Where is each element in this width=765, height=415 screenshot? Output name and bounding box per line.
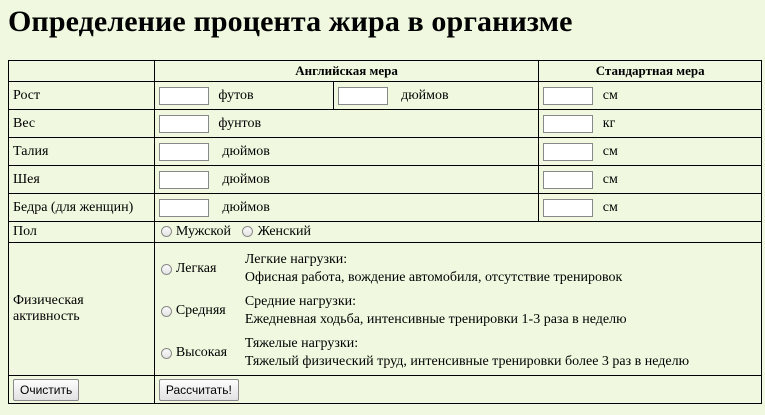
calculate-button[interactable]: Рассчитать! — [159, 379, 239, 401]
row-weight — [9, 110, 762, 138]
activity-high-radio[interactable] — [161, 348, 172, 359]
row-neck — [9, 166, 762, 194]
row-label: Шея — [9, 166, 155, 194]
row-label: Бедра (для женщин) — [9, 194, 155, 222]
activity-option-high — [159, 335, 757, 371]
gender-female-radio[interactable] — [242, 226, 253, 237]
unit-label: фунтов — [218, 115, 262, 131]
unit-label: см — [602, 171, 618, 187]
weight-kg-input[interactable] — [543, 115, 593, 133]
activity-light-label[interactable]: Легкая — [175, 261, 217, 276]
unit-label: дюймов — [222, 199, 270, 215]
unit-label: футов — [218, 87, 254, 103]
page-title: Определение процента жира в организме — [8, 5, 573, 38]
row-hips — [9, 194, 762, 222]
neck-cm-input[interactable] — [543, 171, 593, 189]
row-label: Вес — [9, 110, 155, 138]
activity-option-medium — [159, 293, 757, 329]
unit-label: дюймов — [401, 87, 449, 103]
height-inches-input[interactable] — [338, 87, 388, 105]
clear-button[interactable]: Очистить — [13, 379, 79, 401]
waist-cm-input[interactable] — [543, 143, 593, 161]
unit-label: дюймов — [222, 143, 270, 159]
row-buttons — [9, 376, 762, 404]
unit-label: дюймов — [222, 171, 270, 187]
row-height — [9, 82, 762, 110]
neck-inches-input[interactable] — [159, 171, 209, 189]
row-label: Рост — [9, 82, 155, 110]
hips-inches-input[interactable] — [159, 199, 209, 217]
row-label: Талия — [9, 138, 155, 166]
gender-female-label[interactable]: Женский — [257, 224, 312, 239]
unit-label: см — [602, 199, 618, 215]
weight-pounds-input[interactable] — [159, 115, 209, 133]
activity-high-title: Тяжелые нагрузки: — [244, 336, 359, 351]
gender-male-radio[interactable] — [161, 226, 172, 237]
activity-light-radio[interactable] — [161, 264, 172, 275]
activity-medium-label[interactable]: Средняя — [175, 303, 226, 318]
activity-label: Физическая активность — [9, 243, 155, 376]
gender-label: Пол — [9, 222, 155, 243]
height-feet-input[interactable] — [159, 87, 209, 105]
unit-label: см — [602, 143, 618, 159]
activity-medium-desc: Ежедневная ходьба, интенсивные тренировки 1-3 раза в неделю — [244, 312, 627, 327]
row-gender — [9, 222, 762, 243]
unit-label: кг — [602, 115, 616, 131]
height-cm-input[interactable] — [543, 87, 593, 105]
header-empty — [9, 61, 155, 82]
activity-medium-radio[interactable] — [161, 306, 172, 317]
waist-inches-input[interactable] — [159, 143, 209, 161]
hips-cm-input[interactable] — [543, 199, 593, 217]
activity-high-desc: Тяжелый физический труд, интенсивные тренировки более 3 раз в неделю — [244, 354, 690, 369]
row-waist — [9, 138, 762, 166]
unit-label: см — [602, 87, 618, 103]
header-standard: Стандартная мера — [539, 61, 762, 82]
activity-light-desc: Офисная работа, вождение автомобиля, отсутствие тренировок — [244, 270, 623, 285]
header-english: Английская мера — [154, 61, 538, 82]
body-fat-form — [8, 60, 762, 404]
activity-medium-title: Средние нагрузки: — [244, 294, 357, 309]
activity-option-light — [159, 251, 757, 287]
activity-light-title: Легкие нагрузки: — [244, 252, 348, 267]
activity-high-label[interactable]: Высокая — [175, 345, 228, 360]
gender-male-label[interactable]: Мужской — [175, 224, 231, 239]
row-activity — [9, 243, 762, 376]
